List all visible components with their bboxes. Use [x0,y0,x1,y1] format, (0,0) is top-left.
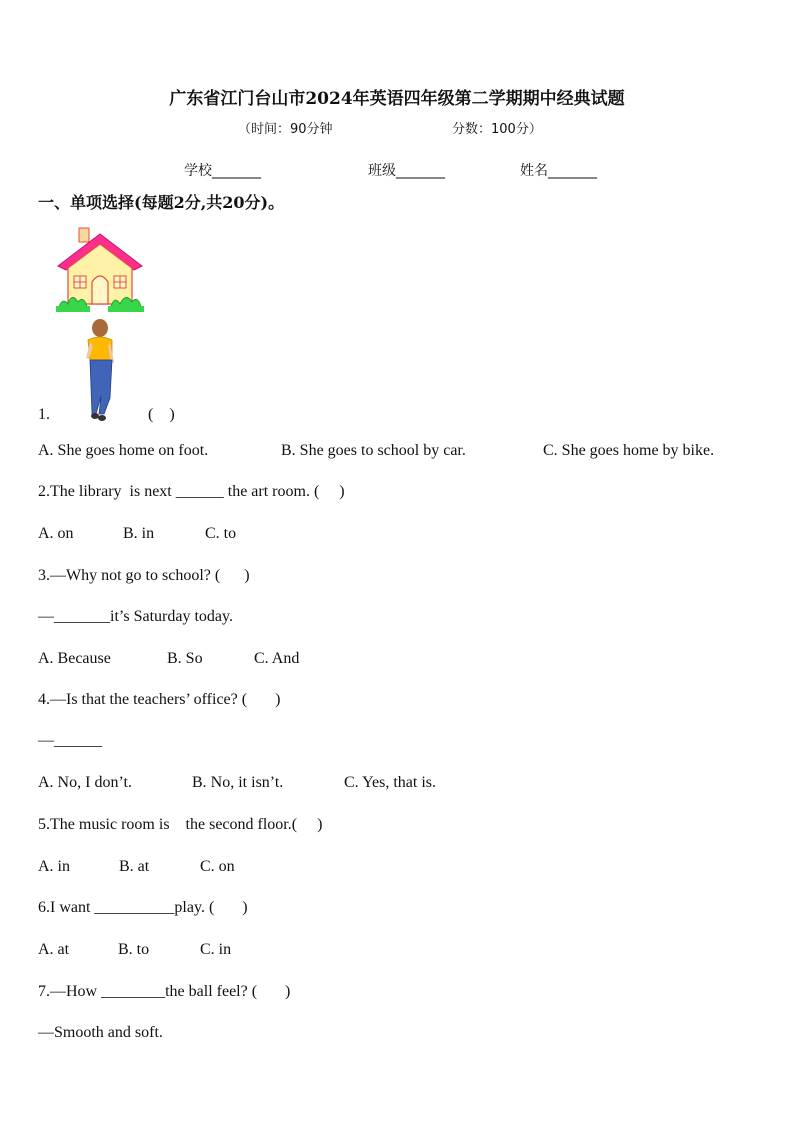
question-5-option-b: B. at [119,858,150,875]
walking-girl-icon [82,318,122,422]
name-field: 姓名_______ [520,163,597,179]
question-5-text: 5.The music room is the second floor.( ) [38,816,323,833]
question-3-option-a: A. Because [38,650,111,667]
question-3-reply: —_______it’s Saturday today. [38,608,233,625]
question-2-option-b: B. in [123,525,155,542]
question-3-text: 3.—Why not go to school? ( ) [38,567,250,584]
question-1-number: 1. [38,406,50,423]
question-4-reply: —______ [38,732,102,749]
question-2-option-a: A. on [38,525,74,542]
question-3-option-c: C. And [254,650,300,667]
question-5-option-c: C. on [200,858,235,875]
house-icon [54,226,146,314]
question-4-text: 4.—Is that the teachers’ office? ( ) [38,691,281,708]
question-1-option-c: C. She goes home by bike. [543,442,715,459]
exam-time: （时间：90分钟 [238,122,333,137]
question-1-option-b: B. She goes to school by car. [281,442,466,459]
question-7-reply: —Smooth and soft. [38,1024,163,1041]
question-2-text: 2.The library is next ______ the art room. ( ) [38,483,345,500]
question-6-option-c: C. in [200,941,232,958]
question-1-option-a: A. She goes home on foot. [38,442,209,459]
page-title: 广东省江门台山市2024年英语四年级第二学期期中经典试题 [169,89,625,109]
question-6-text: 6.I want __________play. ( ) [38,899,248,916]
section-title: 一、单项选择(每题2分,共20分)。 [38,193,285,212]
question-1-answer-paren: ( ) [148,406,175,423]
question-4-option-a: A. No, I don’t. [38,774,132,791]
question-4-option-b: B. No, it isn’t. [192,774,284,791]
class-field: 班级_______ [368,163,445,179]
question-7-text: 7.—How ________the ball feel? ( ) [38,983,291,1000]
exam-score: 分数：100分） [452,122,542,137]
question-2-option-c: C. to [205,525,237,542]
question-4-option-c: C. Yes, that is. [344,774,437,791]
question-5-option-a: A. in [38,858,70,875]
question-6-option-b: B. to [118,941,150,958]
question-6-option-a: A. at [38,941,70,958]
school-field: 学校_______ [184,163,261,179]
question-3-option-b: B. So [167,650,203,667]
